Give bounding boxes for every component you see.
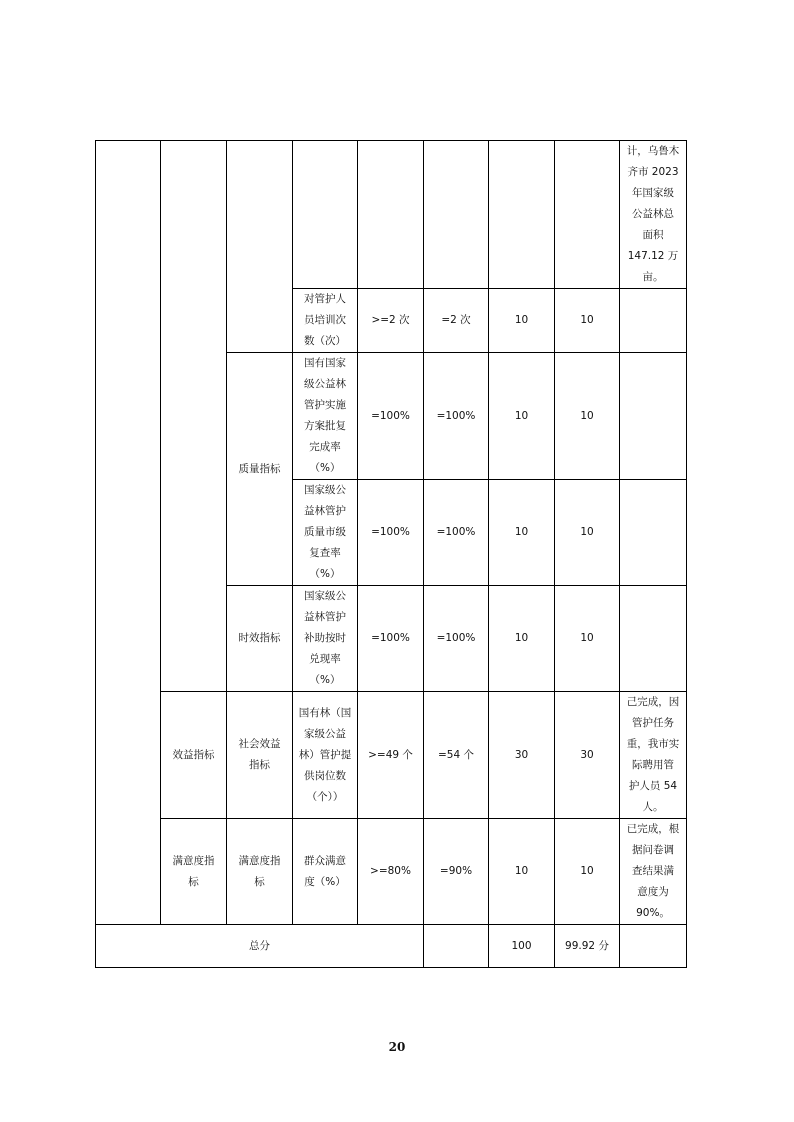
empty-level1-cell	[161, 141, 227, 692]
remark-cell: 计，乌鲁木 齐市 2023 年国家级 公益林总 面积 147.12 万 亩。	[620, 141, 687, 289]
actual-cell: =100%	[424, 480, 489, 586]
weight-cell: 10	[489, 480, 555, 586]
target-cell: >=49 个	[358, 692, 424, 819]
actual-cell: =54 个	[424, 692, 489, 819]
weight-cell: 30	[489, 692, 555, 819]
target-cell: >=80%	[358, 819, 424, 925]
target-cell: =100%	[358, 586, 424, 692]
weight-cell: 10	[489, 819, 555, 925]
score-cell: 10	[555, 586, 620, 692]
satisfaction-indicator-label: 满意度指 标	[161, 819, 227, 925]
weight-cell: 10	[489, 289, 555, 353]
weight-cell: 10	[489, 353, 555, 480]
social-benefit-label: 社会效益 指标	[227, 692, 293, 819]
empty-cell	[555, 141, 620, 289]
total-score-cell: 99.92 分	[555, 925, 620, 968]
indicator-cell: 国有林（国 家级公益 林）管护提 供岗位数 （个））	[293, 692, 358, 819]
empty-category-cell	[96, 141, 161, 925]
quality-indicator-label: 质量指标	[227, 353, 293, 586]
empty-cell	[293, 141, 358, 289]
empty-cell	[358, 141, 424, 289]
remark-cell: 已完成，根 据问卷调 查结果满 意度为 90%。	[620, 819, 687, 925]
page-number: 20	[388, 1040, 406, 1054]
indicator-cell: 国家级公 益林管护 质量市级 复查率（%）	[293, 480, 358, 586]
table-row	[96, 141, 687, 289]
score-cell: 30	[555, 692, 620, 819]
empty-cell	[489, 141, 555, 289]
remark-cell	[620, 586, 687, 692]
target-cell: =100%	[358, 353, 424, 480]
empty-cell	[424, 925, 489, 968]
weight-cell: 10	[489, 586, 555, 692]
score-cell: 10	[555, 819, 620, 925]
total-weight-cell: 100	[489, 925, 555, 968]
indicator-cell: 国家级公 益林管护 补助按时 兑现率（%）	[293, 586, 358, 692]
indicator-cell: 群众满意 度（%）	[293, 819, 358, 925]
indicator-cell: 对管护人 员培训次 数（次）	[293, 289, 358, 353]
score-cell: 10	[555, 289, 620, 353]
remark-cell	[620, 480, 687, 586]
actual-cell: =2 次	[424, 289, 489, 353]
timeliness-indicator-label: 时效指标	[227, 586, 293, 692]
total-label: 总分	[96, 925, 424, 968]
empty-level2-cell	[227, 141, 293, 353]
remark-cell	[620, 289, 687, 353]
actual-cell: =90%	[424, 819, 489, 925]
indicator-cell: 国有国家 级公益林 管护实施 方案批复 完成率（%）	[293, 353, 358, 480]
score-cell: 10	[555, 353, 620, 480]
empty-cell	[424, 141, 489, 289]
actual-cell: =100%	[424, 353, 489, 480]
performance-table	[95, 140, 687, 968]
table-row	[96, 692, 687, 819]
target-cell: >=2 次	[358, 289, 424, 353]
remark-cell	[620, 353, 687, 480]
table-row	[96, 819, 687, 925]
target-cell: =100%	[358, 480, 424, 586]
satisfaction-sub-label: 满意度指 标	[227, 819, 293, 925]
score-cell: 10	[555, 480, 620, 586]
remark-cell	[620, 925, 687, 968]
total-row	[96, 925, 687, 968]
benefit-indicator-label: 效益指标	[161, 692, 227, 819]
remark-cell: 己完成，因 管护任务 重，我市实 际聘用管 护人员 54 人。	[620, 692, 687, 819]
actual-cell: =100%	[424, 586, 489, 692]
